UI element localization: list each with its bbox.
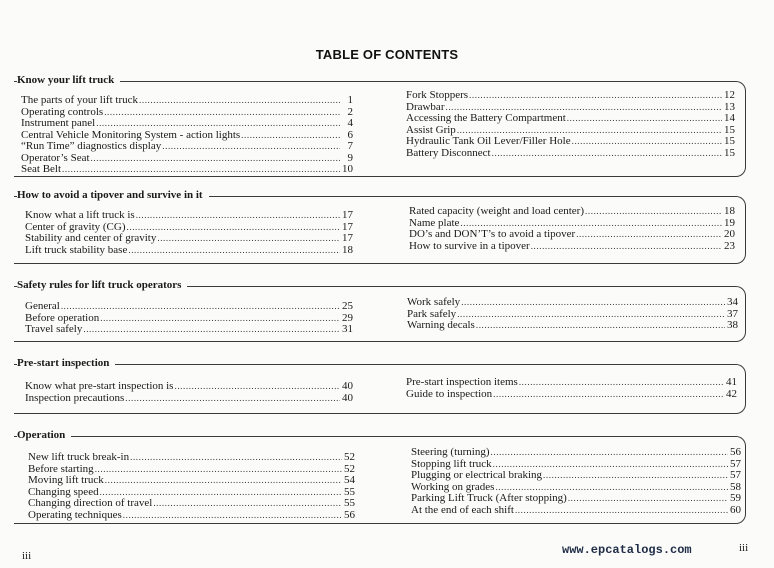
toc-entry-label: The parts of your lift truck	[21, 94, 138, 106]
dot-leader	[572, 136, 722, 148]
toc-entry-page: 15	[724, 123, 735, 136]
toc-entry-label: Guide to inspection	[406, 387, 493, 400]
toc-entry[interactable]	[21, 164, 353, 176]
toc-entry[interactable]	[411, 447, 741, 459]
toc-entry[interactable]	[406, 148, 735, 160]
toc-entry-label: Name plate	[409, 216, 460, 229]
toc-entry-page: 4	[347, 117, 353, 129]
toc-right-column	[411, 447, 741, 516]
toc-entry[interactable]	[25, 393, 353, 405]
toc-entry-label: DO’s and DON’T’s to avoid a tipover	[409, 228, 576, 240]
toc-entry-label: Rated capacity (weight and load center)	[409, 205, 585, 217]
toc-entry-page: 52	[344, 462, 355, 475]
toc-entry-page: 42	[726, 387, 737, 400]
section-title: Operation	[17, 428, 71, 442]
toc-entry-label: Working on grades	[411, 480, 495, 493]
toc-entry-label: Central Vehicle Monitoring System - action lights	[21, 128, 241, 141]
toc-entry-label: Center of gravity (CG)	[25, 220, 126, 233]
toc-entry[interactable]	[411, 493, 741, 505]
toc-entry[interactable]	[409, 229, 735, 241]
toc-entry[interactable]	[25, 381, 353, 393]
toc-entry-label: “Run Time” diagnostics display	[21, 140, 162, 152]
dot-leader	[96, 118, 340, 130]
toc-entry-label: Stability and center of gravity	[25, 232, 157, 244]
toc-right-column	[409, 206, 735, 252]
toc-entry[interactable]	[25, 301, 353, 313]
toc-entry-page: 34	[727, 296, 738, 308]
dot-leader	[174, 381, 340, 393]
toc-entry-label: Inspection precautions	[25, 391, 125, 404]
toc-entry[interactable]	[21, 95, 353, 107]
section-title: Safety rules for lift truck operators	[17, 278, 187, 292]
toc-entry-label: Seat Belt	[21, 163, 62, 175]
toc-entry[interactable]	[25, 324, 353, 336]
toc-entry[interactable]	[21, 141, 353, 153]
toc-entry-page: 9	[347, 151, 353, 164]
toc-entry-label: Steering (turning)	[411, 446, 490, 458]
toc-entry-page: 13	[724, 100, 735, 113]
toc-entry-label: Changing speed	[28, 485, 99, 498]
dot-leader	[83, 324, 340, 336]
toc-entry[interactable]	[406, 113, 735, 125]
toc-entry-label: Operating controls	[21, 105, 104, 118]
toc-entry-page: 40	[342, 391, 353, 404]
toc-entry[interactable]	[28, 452, 355, 464]
toc-entry[interactable]	[411, 505, 741, 517]
dot-leader	[493, 389, 724, 401]
toc-entry-page: 18	[342, 243, 353, 256]
toc-entry-page: 17	[342, 209, 353, 221]
toc-entry-page: 29	[342, 311, 353, 324]
toc-entry-label: Pre-start inspection items	[406, 376, 518, 388]
toc-entry[interactable]	[407, 297, 738, 309]
dot-leader	[567, 113, 722, 125]
toc-entry-page: 17	[342, 220, 353, 233]
toc-entry-page: 57	[730, 457, 741, 470]
toc-left-column	[21, 95, 353, 176]
toc-entry[interactable]	[406, 389, 737, 401]
toc-entry-page: 56	[730, 446, 741, 458]
toc-entry-label: Park safely	[407, 307, 457, 320]
toc-entry-page: 37	[727, 307, 738, 320]
toc-entry-label: Operating techniques	[28, 508, 122, 521]
toc-entry-page: 58	[730, 480, 741, 493]
toc-entry[interactable]	[21, 153, 353, 165]
toc-entry[interactable]	[25, 210, 353, 222]
toc-entry-label: Before starting	[28, 462, 94, 475]
dot-leader	[585, 206, 722, 218]
dot-leader	[139, 95, 340, 107]
dot-leader	[61, 301, 340, 313]
toc-entry[interactable]	[28, 475, 355, 487]
toc-entry[interactable]	[25, 245, 353, 257]
toc-entry[interactable]	[28, 510, 355, 522]
dot-leader	[241, 130, 340, 142]
dot-leader	[461, 297, 725, 309]
toc-entry-label: General	[25, 300, 60, 312]
dot-leader	[576, 229, 722, 241]
toc-section-tipover	[14, 189, 746, 264]
toc-entry-label: Warning decals	[407, 319, 475, 331]
dot-leader	[153, 498, 342, 510]
toc-right-column	[407, 297, 738, 332]
toc-entry-label: Plugging or electrical braking	[411, 469, 543, 481]
toc-right-column	[406, 377, 737, 400]
toc-right-column	[406, 90, 735, 159]
toc-entry-label: At the end of each shift	[411, 503, 514, 516]
toc-entry-page: 17	[342, 232, 353, 244]
toc-left-column	[25, 381, 353, 404]
dot-leader	[157, 233, 340, 245]
toc-entry[interactable]	[21, 118, 353, 130]
toc-entry-label: Parking Lift Truck (After stopping)	[411, 492, 567, 504]
toc-entry-label: Battery Disconnect	[406, 146, 491, 159]
toc-entry-label: Before operation	[25, 311, 100, 324]
dot-leader	[136, 210, 340, 222]
toc-entry-label: Drawbar	[406, 100, 445, 113]
section-title: Pre-start inspection	[17, 356, 115, 370]
toc-entry[interactable]	[406, 136, 735, 148]
toc-entry-page: 7	[347, 140, 353, 152]
toc-entry-label: Know what pre-start inspection is	[25, 380, 174, 392]
toc-entry-page: 41	[726, 376, 737, 388]
dot-leader	[476, 320, 725, 332]
toc-entry-page: 38	[727, 319, 738, 331]
dot-leader	[127, 222, 341, 234]
toc-entry[interactable]	[406, 90, 735, 102]
page-title: TABLE OF CONTENTS	[315, 47, 459, 62]
toc-entry[interactable]	[409, 206, 735, 218]
toc-entry-page: 14	[724, 112, 735, 124]
toc-entry-page: 55	[344, 485, 355, 498]
toc-section-know-your-lift-truck	[14, 74, 746, 177]
toc-entry-label: How to survive in a tipover	[409, 239, 530, 252]
toc-entry-label: Hydraulic Tank Oil Lever/Filler Hole	[406, 135, 571, 147]
toc-entry-label: Work safely	[407, 296, 461, 308]
toc-entry-page: 57	[730, 469, 741, 481]
toc-entry-page: 12	[724, 89, 735, 101]
toc-entry-page: 56	[344, 508, 355, 521]
toc-entry-page: 23	[724, 239, 735, 252]
toc-entry-label: Changing direction of travel	[28, 497, 153, 509]
toc-entry-page: 10	[342, 163, 353, 175]
toc-left-column	[28, 452, 355, 521]
dot-leader	[104, 107, 340, 119]
dot-leader	[543, 470, 728, 482]
website-watermark[interactable]: www.epcatalogs.com	[562, 543, 692, 557]
dot-leader	[515, 505, 728, 517]
toc-entry-page: 54	[344, 474, 355, 486]
dot-leader	[568, 493, 728, 505]
page-number-left: iii	[22, 550, 32, 562]
dot-leader	[457, 309, 725, 321]
toc-entry[interactable]	[406, 377, 737, 389]
toc-entry-page: 40	[342, 380, 353, 392]
toc-entry[interactable]	[25, 233, 353, 245]
toc-entry-page: 60	[730, 503, 741, 516]
dot-leader	[519, 377, 724, 389]
toc-entry-page: 15	[724, 146, 735, 159]
toc-section-pre-start-inspection	[14, 357, 746, 414]
toc-entry-page: 1	[347, 94, 353, 106]
dot-leader	[128, 245, 340, 257]
toc-entry-label: Know what a lift truck is	[25, 209, 135, 221]
dot-leader	[162, 141, 340, 153]
toc-entry-label: Stopping lift truck	[411, 457, 492, 470]
section-title: How to avoid a tipover and survive in it	[17, 188, 209, 202]
toc-entry-label: Lift truck stability base	[25, 243, 128, 256]
toc-entry-page: 55	[344, 497, 355, 509]
dot-leader	[469, 90, 722, 102]
dot-leader	[100, 313, 340, 325]
dot-leader	[95, 464, 342, 476]
toc-entry-label: Travel safely	[25, 323, 83, 335]
dot-leader	[531, 241, 722, 253]
dot-leader	[105, 475, 342, 487]
toc-section-safety-rules	[14, 279, 746, 342]
page-number-right: iii	[739, 542, 749, 554]
toc-entry[interactable]	[411, 470, 741, 482]
dot-leader	[491, 447, 728, 459]
toc-entry-label: New lift truck break-in	[28, 451, 130, 463]
dot-leader	[125, 393, 340, 405]
toc-entry-page: 25	[342, 300, 353, 312]
toc-entry-page: 15	[724, 135, 735, 147]
toc-section-operation	[14, 429, 746, 524]
dot-leader	[130, 452, 342, 464]
toc-entry-page: 18	[724, 205, 735, 217]
toc-entry-page: 6	[347, 128, 353, 141]
dot-leader	[91, 153, 340, 165]
toc-left-column	[25, 301, 353, 336]
dot-leader	[492, 148, 722, 160]
toc-left-column	[25, 210, 353, 256]
toc-entry-label: Instrument panel	[21, 117, 96, 129]
toc-entry[interactable]	[28, 498, 355, 510]
toc-entry-label: Accessing the Battery Compartment	[406, 112, 566, 124]
toc-entry[interactable]	[409, 241, 735, 253]
toc-entry-page: 20	[724, 228, 735, 240]
section-title: Know your lift truck	[17, 73, 120, 87]
toc-entry-label: Moving lift truck	[28, 474, 104, 486]
toc-entry-label: Operator’s Seat	[21, 151, 90, 164]
toc-entry-page: 31	[342, 323, 353, 335]
dot-leader	[123, 510, 342, 522]
dot-leader	[62, 164, 340, 176]
toc-entry-page: 59	[730, 492, 741, 504]
toc-entry-page: 52	[344, 451, 355, 463]
toc-entry-label: Fork Stoppers	[406, 89, 469, 101]
toc-entry[interactable]	[407, 320, 738, 332]
toc-entry-page: 2	[347, 105, 353, 118]
toc-entry-page: 19	[724, 216, 735, 229]
toc-entry-label: Assist Grip	[406, 123, 456, 136]
